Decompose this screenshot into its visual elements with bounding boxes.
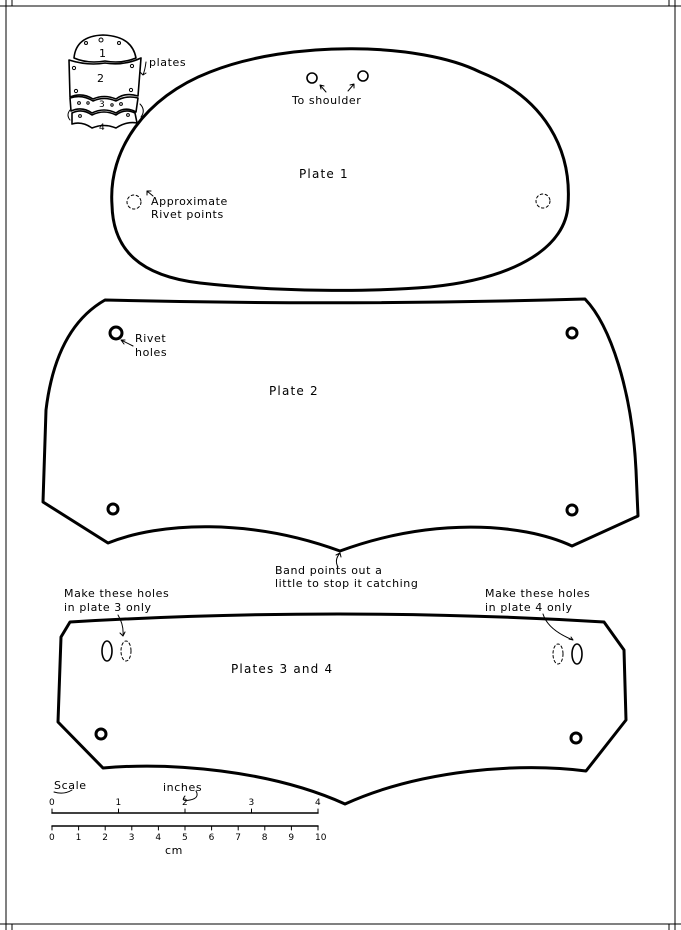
thumb-number-1: 1 [99, 47, 106, 60]
plate-4-note-line2: in plate 4 only [485, 601, 573, 614]
plate-4-note-line1: Make these holes [485, 587, 591, 600]
band-note-line1: Band points out a [275, 564, 383, 577]
thumb-number-3: 3 [99, 100, 105, 110]
rivet-hole-3-4-left [96, 729, 106, 739]
plate-1 [112, 49, 569, 291]
cm-tick-label-0: 0 [49, 833, 55, 843]
inch-tick-label-3: 3 [248, 798, 255, 808]
plate-2 [43, 299, 638, 551]
scale-title: Scale [54, 779, 87, 792]
rivet-hole-bottom-left [108, 504, 118, 514]
cm-ticks [49, 826, 327, 843]
plate-1-label: Plate 1 [299, 167, 349, 181]
rivet-holes-note-line1: Rivet [135, 332, 167, 345]
thumb-number-2: 2 [97, 72, 104, 85]
cm-tick-label-9: 9 [288, 833, 295, 843]
cm-tick-label-8: 8 [261, 833, 268, 843]
plates-3-and-4 [58, 587, 626, 804]
plates-callout: plates [149, 56, 187, 69]
cm-tick-label-10: 10 [315, 833, 327, 843]
cm-tick-label-4: 4 [155, 833, 162, 843]
rivet-note-line1: Approximate [151, 195, 228, 208]
rivet-hole-top-right [567, 328, 577, 338]
thumb-number-4: 4 [99, 123, 105, 133]
cm-tick-label-1: 1 [75, 833, 82, 843]
cm-tick-label-5: 5 [182, 833, 188, 843]
band-note-line2: little to stop it catching [275, 577, 419, 590]
rivet-hole-bottom-right [567, 505, 577, 515]
cm-tick-label-6: 6 [208, 833, 215, 843]
plate-3-note-line1: Make these holes [64, 587, 170, 600]
inch-tick-label-4: 4 [315, 798, 321, 808]
cm-label: cm [165, 844, 183, 857]
rivet-hole-3-4-right [571, 733, 581, 743]
inch-tick-label-1: 1 [115, 798, 122, 808]
plate-2-label: Plate 2 [269, 384, 319, 398]
inch-tick-label-0: 0 [49, 798, 55, 808]
rivet-hole-top-left [110, 327, 122, 339]
cm-tick-label-3: 3 [128, 833, 135, 843]
inch-tick-label-2: 2 [182, 798, 188, 808]
inches-label: inches [163, 781, 203, 794]
cm-tick-label-7: 7 [235, 833, 241, 843]
rivet-holes-note-line2: holes [135, 346, 168, 359]
plates-3-4-label: Plates 3 and 4 [231, 662, 334, 676]
inch-ticks [49, 798, 321, 813]
scale-bar [49, 779, 327, 857]
rivet-note-line2: Rivet points [151, 208, 224, 221]
plate-3-note-line2: in plate 3 only [64, 601, 152, 614]
band-note [275, 553, 418, 590]
shoulder-note: To shoulder [292, 94, 362, 107]
cm-tick-label-2: 2 [102, 833, 108, 843]
